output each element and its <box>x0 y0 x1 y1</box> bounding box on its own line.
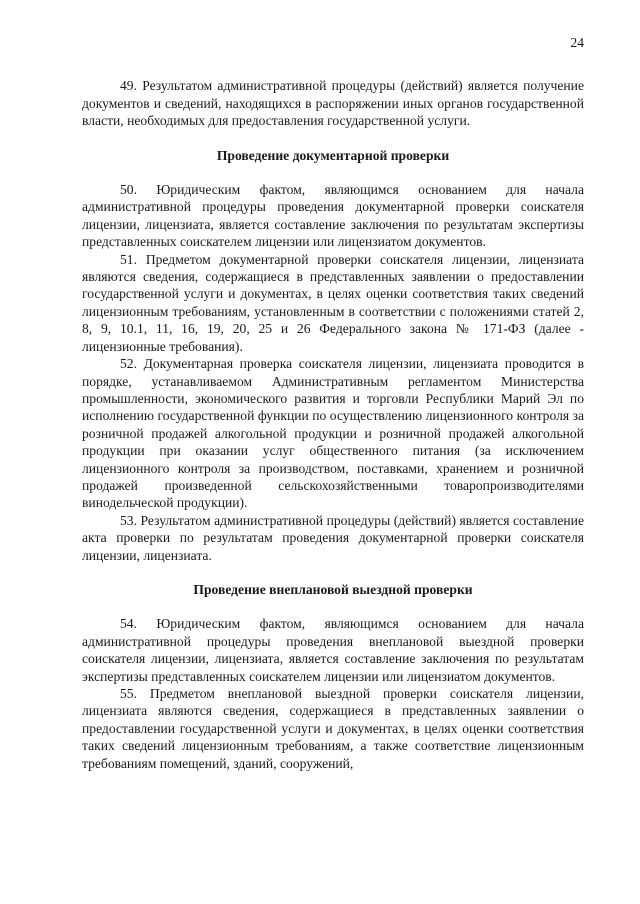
page-number: 24 <box>570 35 584 50</box>
paragraph-52: 52. Документарная проверка соискателя лицензии, лицензиата проводится в порядке, устанавливаемом Административным регламентом Министерства промышленности, экономического развития и торговли Республики Марий Эл по исполнению государственной функции по осуществлению лицензионного контроля за розничной продажей алкогольной продукции и розничной продажей алкогольной продукции при оказании услуг общественного питания (за исключением лицензионного контроля за производством, поставками, хранением и розничной продажей произведенной сельскохозяйственными товаропроизводителями винодельческой продукции). <box>82 356 584 511</box>
paragraph-54: 54. Юридическим фактом, являющимся основанием для начала административной процедуры проведения внеплановой выездной проверки соискателя лицензии, лицензиата, является составление заключения по результатам экспертизы представленных соискателем лицензии или лицензиатом документов. <box>82 616 584 684</box>
section-heading-documentary-check: Проведение документарной проверки <box>216 147 450 163</box>
paragraph-51: 51. Предметом документарной проверки соискателя лицензии, лицензиата являются сведения, содержащиеся в представленных заявлении о предоставлении государственной услуги и документах, в целях оценки соответствия таких сведений лицензионным требованиям, установленным в соответствии с положениями статей 2, 8, 9, 10.1, 11, 16, 19, 20, 25 и 26 Федерального закона № 171-ФЗ (далее - лицензионные требования). <box>82 251 584 354</box>
paragraph-55: 55. Предметом внеплановой выездной проверки соискателя лицензии, лицензиата являются сведения, содержащиеся в представленных заявлении о предоставлении государственной услуги и документах, в целях оценки соответствия таких сведений лицензионным требованиям, а также соответствие лицензионным требованиям помещений, зданий, сооружений, <box>82 686 584 771</box>
section-heading-unscheduled-onsite-check: Проведение внеплановой выездной проверки <box>193 581 473 597</box>
paragraph-50: 50. Юридическим фактом, являющимся основанием для начала административной процедуры проведения документарной проверки соискателя лицензии, лицензиата, является составление заключения по результатам экспертизы представленных соискателем лицензии или лицензиатом документов. <box>82 182 584 250</box>
paragraph-53: 53. Результатом административной процедуры (действий) является составление акта проверки по результатам проведения документарной проверки соискателя лицензии, лицензиата. <box>82 512 584 563</box>
paragraph-49: 49. Результатом административной процедуры (действий) является получение документов и сведений, находящихся в распоряжении иных органов государственной власти, необходимых для предоставления государственной услуги. <box>82 78 584 129</box>
